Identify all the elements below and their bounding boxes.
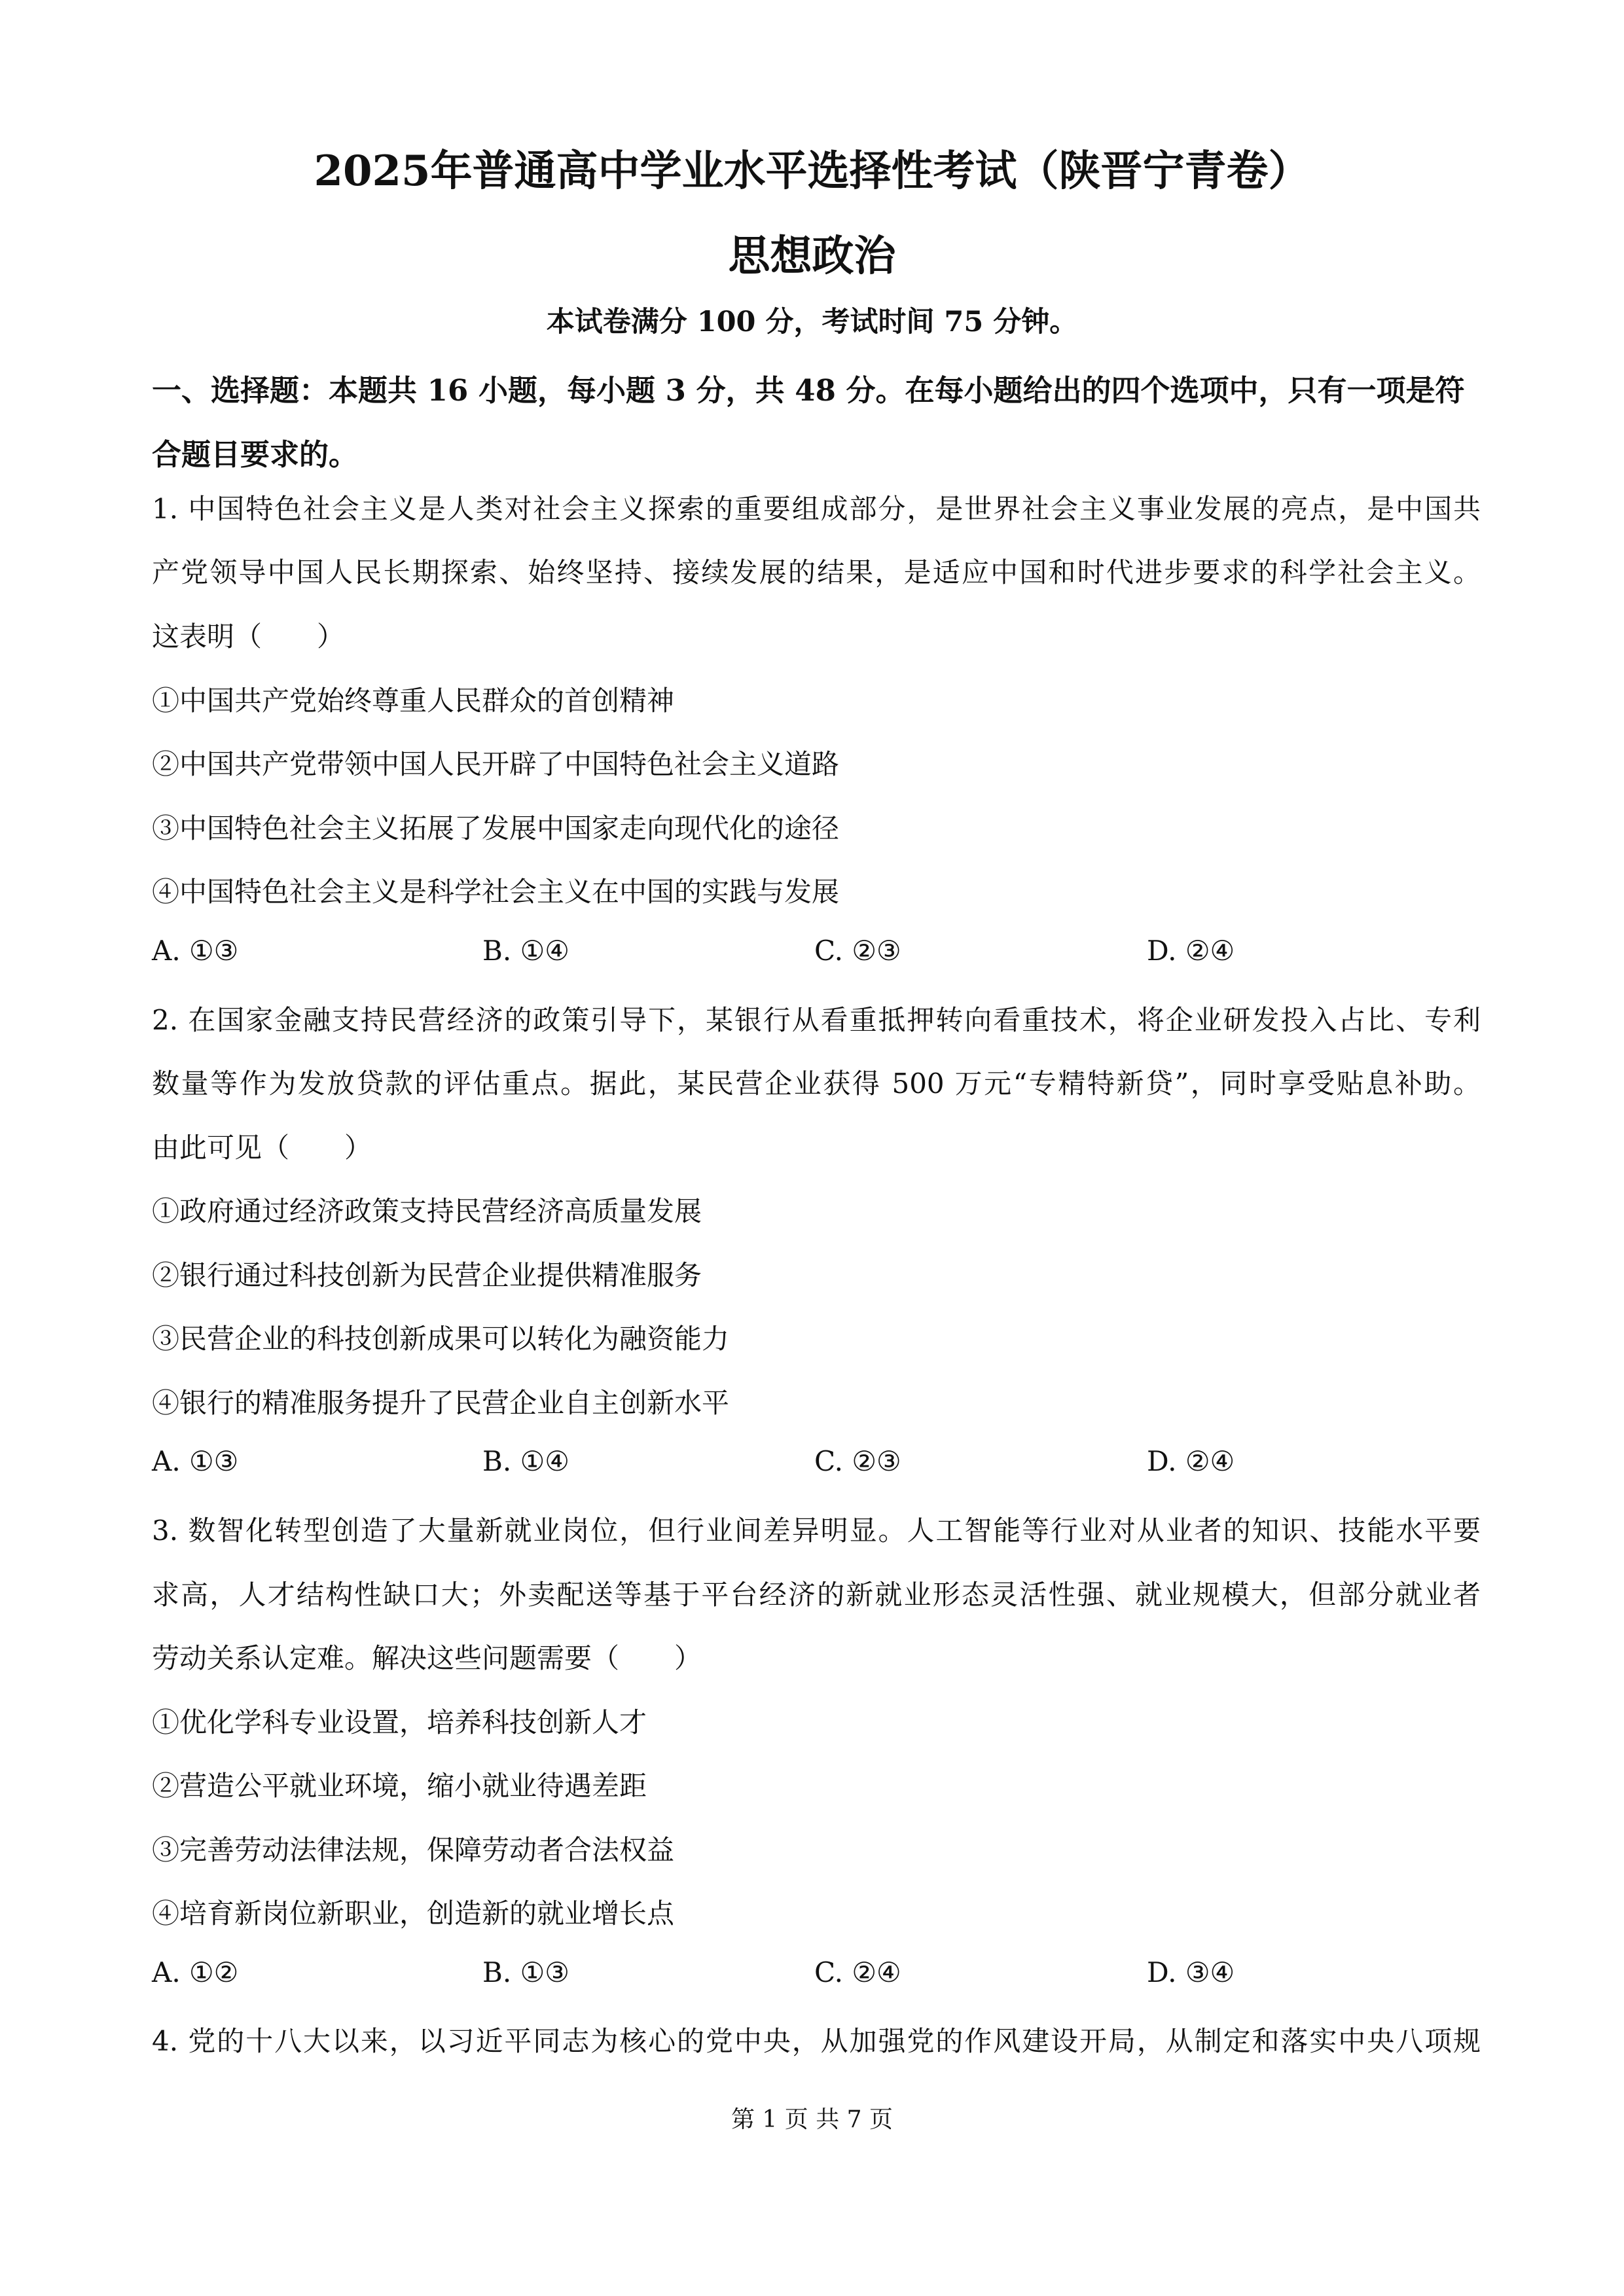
question-stem-line: 这表明（ ） [152, 620, 345, 653]
statement-item: ①政府通过经济政策支持民营经济高质量发展 [152, 1195, 702, 1227]
question-stem-line: 1. 中国特色社会主义是人类对社会主义探索的重要组成部分，是世界社会主义事业发展的亮点，是中国共 [152, 493, 1481, 525]
option-b: B. ①③ [482, 1956, 569, 1988]
statement-item: ②银行通过科技创新为民营企业提供精准服务 [152, 1259, 702, 1291]
question-stem-line: 3. 数智化转型创造了大量新就业岗位，但行业间差异明显。人工智能等行业对从业者的知识、技能水平要 [152, 1515, 1481, 1547]
statement-item: ③中国特色社会主义拓展了发展中国家走向现代化的途径 [152, 812, 840, 844]
statement-item: ①中国共产党始终尊重人民群众的首创精神 [152, 685, 675, 717]
question-stem-line: 4. 党的十八大以来，以习近平同志为核心的党中央，从加强党的作风建设开局，从制定和落实中央八项规 [152, 2025, 1481, 2057]
question-stem-line: 劳动关系认定难。解决这些问题需要（ ） [152, 1642, 702, 1674]
option-c: C. ②③ [814, 935, 901, 967]
subject-title: 思想政治 [728, 232, 896, 281]
option-c: C. ②④ [814, 1956, 901, 1988]
option-a: A. ①③ [152, 1445, 239, 1477]
exam-title: 2025年普通高中学业水平选择性考试（陕晋宁青卷） [314, 147, 1310, 196]
option-a: A. ①③ [152, 935, 239, 967]
question-stem-line: 由此可见（ ） [152, 1132, 372, 1164]
question-stem-line: 求高，人才结构性缺口大；外卖配送等基于平台经济的新就业形态灵活性强、就业规模大，但部分就业者 [152, 1579, 1481, 1611]
statement-item: ③完善劳动法律法规，保障劳动者合法权益 [152, 1834, 675, 1866]
section-heading: 一、选择题：本题共 16 小题，每小题 3 分，共 48 分。在每小题给出的四个选项中，只有一项是符合题目要求的。 [152, 373, 1465, 472]
statement-item: ④培育新岗位新职业，创造新的就业增长点 [152, 1897, 675, 1929]
question-stem-line: 2. 在国家金融支持民营经济的政策引导下，某银行从看重抵押转向看重技术，将企业研发投入占比、专利 [152, 1004, 1481, 1036]
statement-item: ①优化学科专业设置，培养科技创新人才 [152, 1706, 647, 1738]
statement-item: ④银行的精准服务提升了民营企业自主创新水平 [152, 1387, 730, 1419]
option-c: C. ②③ [814, 1445, 901, 1477]
question-stem-line: 数量等作为发放贷款的评估重点。据此，某民营企业获得 500 万元“专精特新贷”，同时享受贴息补助。 [152, 1067, 1481, 1100]
option-d: D. ②④ [1147, 935, 1235, 967]
exam-info: 本试卷满分 100 分，考试时间 75 分钟。 [546, 306, 1078, 338]
option-a: A. ①② [152, 1956, 239, 1988]
option-d: D. ②④ [1147, 1445, 1235, 1477]
option-b: B. ①④ [482, 1445, 569, 1477]
page-footer: 第 1 页 共 7 页 [731, 2106, 893, 2133]
statement-item: ②中国共产党带领中国人民开辟了中国特色社会主义道路 [152, 748, 840, 780]
statement-item: ③民营企业的科技创新成果可以转化为融资能力 [152, 1323, 730, 1355]
option-b: B. ①④ [482, 935, 569, 967]
statement-item: ②营造公平就业环境，缩小就业待遇差距 [152, 1770, 647, 1802]
statement-item: ④中国特色社会主义是科学社会主义在中国的实践与发展 [152, 876, 840, 908]
question-stem-line: 产党领导中国人民长期探索、始终坚持、接续发展的结果，是适应中国和时代进步要求的科学社会主义。 [152, 556, 1481, 588]
option-d: D. ③④ [1147, 1956, 1235, 1988]
